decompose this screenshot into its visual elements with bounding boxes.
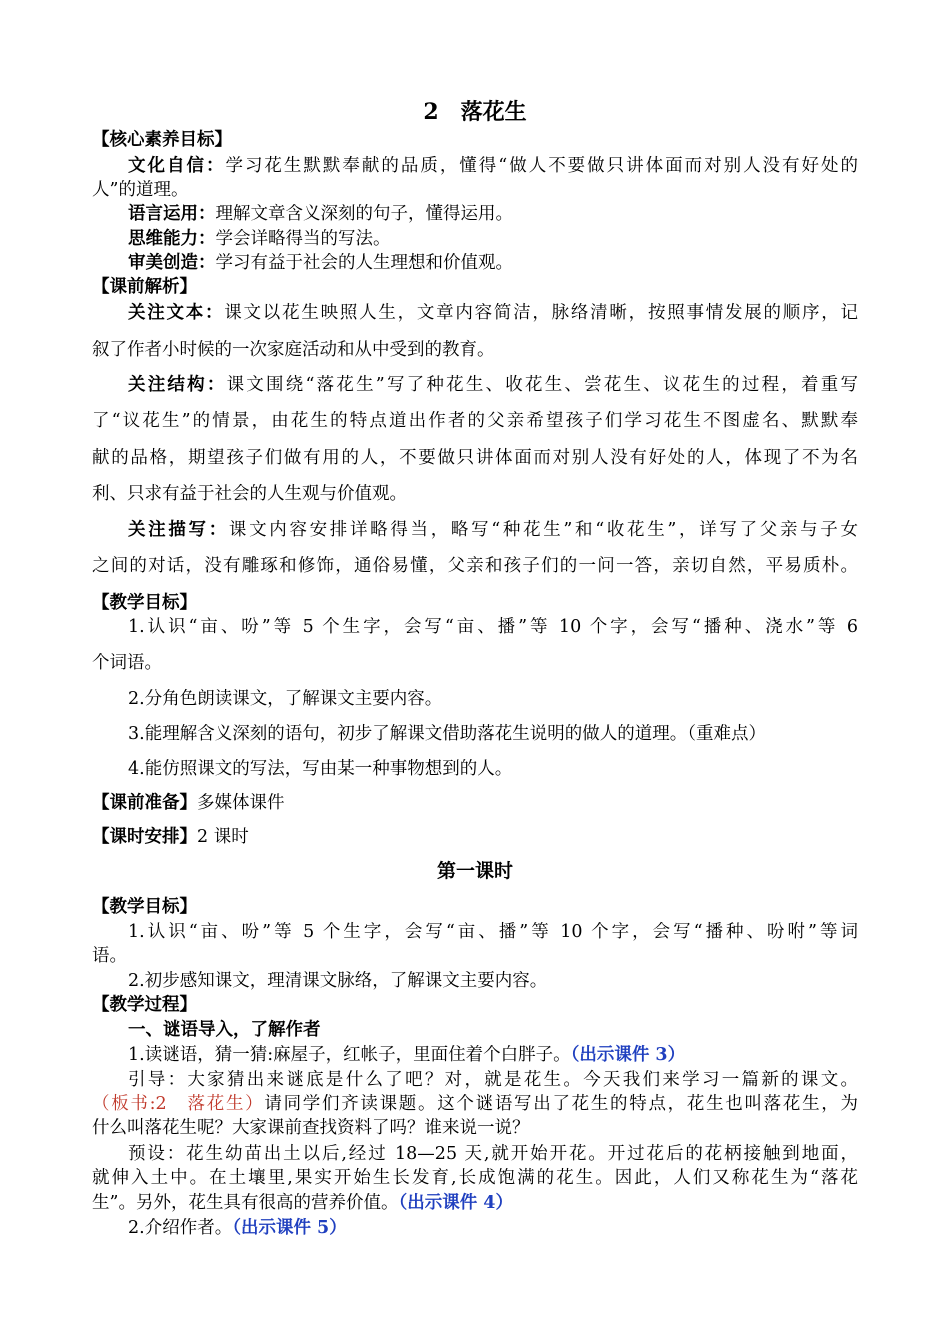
courseware-4-link[interactable]: （出示课件 4） [398,1193,513,1213]
goal-3: 3.能理解含义深刻的语句，初步了解课文借助落花生说明的做人的道理。（重难点） [128,724,766,744]
lesson-1-goal-1-line-1: 1.认识“亩、吩”等 5 个生字，会写“亩、播”等 10 个字，会写“播种、吩咐”等词 [128,922,858,942]
analysis-heading: 【课前解析】 [92,277,197,297]
desc-text: 课文内容安排详略得当，略写“种花生”和“收花生”，详写了父亲与子女 [228,520,858,540]
lesson-1-title: 第一课时 [436,860,513,882]
culture-text: 学习花生默默奉献的品质，懂得“做人不要做只讲体面而对别人没有好处的 [225,156,859,176]
prep-text: 多媒体课件 [197,793,285,813]
preset-text-3: 生”。另外，花生具有很高的营养价值。 [92,1193,399,1213]
lesson-1-goal-1-line-2: 语。 [92,946,127,966]
courseware-3-link[interactable]: （出示课件 3） [570,1045,686,1065]
riddle-line [0,1043,950,1067]
guide-line-1: 引导：大家猜出来谜底是什么了吧？对，就是花生。今天我们来学习一篇新的课文。 [128,1070,858,1090]
guide-line-2 [0,1092,950,1116]
desc-line-1 [0,518,950,542]
language-text: 理解文章含义深刻的句子，懂得运用。 [215,204,513,224]
preset-line-1: 预设：花生幼苗出土以后,经过 18—25 天,就开始开花。开过花后的花柄接触到地面， [128,1144,858,1164]
culture-line-1 [0,154,950,178]
board-note: （板书:2 落花生） [92,1094,265,1114]
guide-line-3: 什么叫落花生呢？大家课前查找资料了吗？谁来说一说？ [92,1118,530,1138]
aesthetic-text: 学习有益于社会的人生理想和价值观。 [215,253,513,273]
aesthetic-line [0,251,950,275]
text-focus-line-2: 叙了作者小时候的一次家庭活动和从中受到的教育。 [92,340,495,360]
guide-text-2: 请同学们齐读课题。这个谜语写出了花生的特点，花生也叫落花生，为 [264,1094,859,1114]
preset-line-3 [0,1191,950,1215]
goal-1-line-1: 1.认识“亩、吩”等 5 个生字，会写“亩、播”等 10 个字，会写“播种、浇水”等 6 [128,617,858,637]
teaching-goals-heading: 【教学目标】 [92,593,197,613]
thinking-text: 学会详略得当的写法。 [215,229,391,249]
author-line [0,1216,950,1240]
text-focus-line-1 [0,301,950,325]
aesthetic-label: 审美创造： [128,253,216,273]
goal-1-line-2: 个词语。 [92,653,162,673]
riddle-text: 1.读谜语，猜一猜:麻屋子，红帐子，里面住着个白胖子。 [128,1045,571,1065]
lesson-1-goal-2: 2.初步感知课文，理清课文脉络，了解课文主要内容。 [128,971,548,991]
schedule-text: 2 课时 [197,827,249,847]
schedule-line [0,825,950,849]
goal-4: 4.能仿照课文的写法，写由某一种事物想到的人。 [128,759,513,779]
lesson-1-goals-heading: 【教学目标】 [92,897,197,917]
goal-2: 2.分角色朗读课文，了解课文主要内容。 [128,689,443,709]
process-heading: 【教学过程】 [92,995,197,1015]
courseware-5-link[interactable]: （出示课件 5） [232,1218,347,1238]
core-goals-heading: 【核心素养目标】 [92,130,232,150]
language-label: 语言运用： [128,204,216,224]
structure-text: 课文围绕“落花生”写了种花生、收花生、尝花生、议花生的过程，着重写 [226,375,858,395]
structure-line-3: 献的品格，期望孩子们做有用的人，不要做只讲体面而对别人没有好处的人，体现了不为名 [92,448,858,468]
step-1-title: 一、谜语导入，了解作者 [128,1020,321,1040]
desc-line-2: 之间的对话，没有雕琢和修饰，通俗易懂，父亲和孩子们的一问一答，亲切自然，平易质朴。 [92,556,858,576]
text-focus-text: 课文以花生映照人生，文章内容简洁，脉络清晰，按照事情发展的顺序，记 [224,303,859,323]
page-title: 2 落花生 [423,99,527,125]
culture-line-2: 人”的道理。 [92,180,189,200]
author-text: 2.介绍作者。 [128,1218,233,1238]
structure-line-1 [0,373,950,397]
structure-label: 关注结构： [128,375,227,395]
text-focus-label: 关注文本： [128,303,225,323]
schedule-heading: 【课时安排】 [92,827,197,847]
structure-line-2: 了“议花生”的情景，由花生的特点道出作者的父亲希望孩子们学习花生不图虚名、默默奉 [92,411,858,431]
preset-line-2: 就伸入土中。在土壤里,果实开始生长发育,长成饱满的花生。因此，人们又称花生为“落花 [92,1168,858,1188]
structure-line-4: 利、只求有益于社会的人生观与价值观。 [92,484,407,504]
prep-line [0,791,950,815]
language-line [0,202,950,226]
desc-label: 关注描写： [128,520,229,540]
prep-heading: 【课前准备】 [92,793,197,813]
culture-label: 文化自信： [128,156,226,176]
thinking-line [0,227,950,251]
thinking-label: 思维能力： [128,229,216,249]
